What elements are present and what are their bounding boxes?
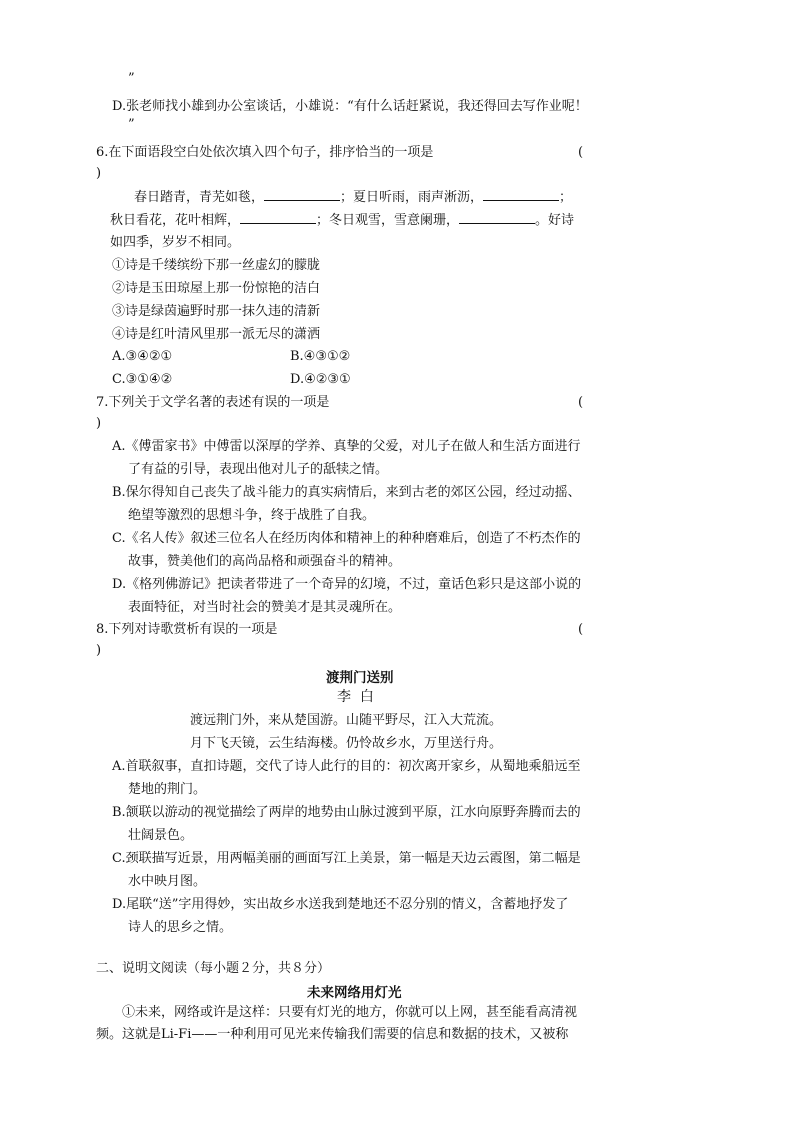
q6-option-b: B.④③①② (290, 349, 351, 364)
article-title: 未来网络用灯光 (307, 985, 402, 1001)
q8-option-b: B.颔联以游动的视觉描绘了两岸的地势由山脉过渡到平原，江水向原野奔腾而去的 (112, 805, 581, 820)
q6-stem: 6.在下面语段空白处依次填入四个句子，排序恰当的一项是 (96, 145, 434, 160)
q7-option-c-cont: 故事，赞美他们的高尚品格和顽强奋斗的精神。 (128, 554, 402, 569)
q6-passage-line3: 如四季，岁岁不相同。 (110, 235, 241, 250)
q7-option-c: C.《名人传》叙述三位名人在经历肉体和精神上的种种磨难后，创造了不朽杰作的 (112, 531, 581, 546)
passage-seg: 春日踏青，青芜如毯， (134, 190, 265, 205)
q7-option-a: A.《傅雷家书》中傅雷以深厚的学养、真挚的父爱，对儿子在做人和生活方面进行 (112, 439, 581, 454)
q5-option-d: D.张老师找小雄到办公室谈话，小雄说：“有什么话赶紧说，我还得回去写作业呢！ (112, 99, 588, 114)
q7-option-d-cont: 表面特征，对当时社会的赞美才是其灵魂所在。 (128, 600, 402, 615)
q8-option-b-cont: 壮阔景色。 (128, 828, 194, 843)
poem-line-1: 渡远荆门外，来从楚国游。山随平野尽，江入大荒流。 (190, 713, 503, 728)
q7-option-a-cont: 了有益的引导，表现出他对儿子的舐犊之情。 (128, 462, 389, 477)
q8-option-a-cont: 楚地的荆门。 (128, 782, 207, 797)
q7-answer-paren-close: ) (96, 416, 102, 431)
q6-passage-line2 (110, 211, 574, 230)
q5-c-tail: ” (128, 71, 135, 86)
q6-answer-paren-open: ( (578, 145, 584, 160)
q8-answer-paren-close: ) (96, 643, 102, 658)
q6-sentence-3: ③诗是绿茵遍野时那一抹久违的清新 (112, 304, 321, 319)
passage-seg: 秋日看花，花叶相辉， (110, 213, 241, 228)
blank-1 (264, 188, 340, 201)
article-para-1-line2: 频。这就是Li-Fi——一种利用可见光来传输我们需要的信息和数据的技术，又被称 (96, 1027, 569, 1042)
q6-option-a: A.③④②① (112, 349, 173, 364)
q8-option-d: D.尾联“送”字用得妙，实出故乡水送我到楚地还不忍分别的情义，含蓄地抒发了 (112, 897, 569, 912)
passage-seg: ；夏日听雨，雨声淅沥， (340, 190, 484, 205)
q6-passage-line1 (134, 188, 572, 207)
poem-author: 李 白 (337, 689, 374, 705)
q7-option-b: B.保尔得知自己丧失了战斗能力的真实病情后，来到古老的郊区公园，经过动摇、 (112, 485, 581, 500)
passage-seg: ；冬日观雪，雪意阑珊， (316, 213, 460, 228)
q7-option-d: D.《格列佛游记》把读者带进了一个奇异的幻境，不过，童话色彩只是这部小说的 (112, 577, 582, 592)
blank-4 (459, 211, 535, 224)
blank-2 (483, 188, 559, 201)
poem-line-2: 月下飞天镜，云生结海楼。仍怜故乡水，万里送行舟。 (190, 736, 503, 751)
q6-option-d: D.④②③① (290, 372, 351, 387)
q8-option-a: A.首联叙事，直扣诗题，交代了诗人此行的目的：初次离开家乡，从蜀地乘船远至 (112, 759, 581, 774)
q8-option-c-cont: 水中映月图。 (128, 874, 207, 889)
q8-stem: 8.下列对诗歌赏析有误的一项是 (96, 622, 278, 637)
q5-option-d-tail: ” (128, 117, 135, 132)
q6-sentence-1: ①诗是千缕缤纷下那一丝虚幻的朦胧 (112, 258, 321, 273)
q7-option-b-cont: 绝望等激烈的思想斗争，终于战胜了自我。 (128, 508, 376, 523)
q8-option-d-cont: 诗人的思乡之情。 (128, 920, 233, 935)
q6-option-c: C.③①④② (112, 372, 173, 387)
q8-option-c: C.颈联描写近景，用两幅美丽的画面写江上美景，第一幅是天边云霞图，第二幅是 (112, 851, 581, 866)
q8-answer-paren-open: ( (578, 622, 584, 637)
passage-seg: 。好诗 (535, 213, 575, 228)
article-para-1-line1: ①未来，网络或许是这样：只要有灯光的地方，你就可以上网，甚至能看高清视 (122, 1005, 578, 1020)
section-2-heading: 二、说明文阅读（每小题２分，共８分） (96, 961, 331, 976)
q6-sentence-2: ②诗是玉田琼屋上那一份惊艳的洁白 (112, 281, 321, 296)
q7-answer-paren-open: ( (578, 395, 584, 410)
q6-sentence-4: ④诗是红叶清风里那一派无尽的潇洒 (112, 327, 321, 342)
q6-answer-paren-close: ) (96, 166, 102, 181)
passage-seg: ； (559, 190, 573, 205)
poem-title: 渡荆门送别 (326, 670, 394, 686)
q7-stem: 7.下列关于文学名著的表述有误的一项是 (96, 395, 330, 410)
blank-3 (240, 211, 316, 224)
